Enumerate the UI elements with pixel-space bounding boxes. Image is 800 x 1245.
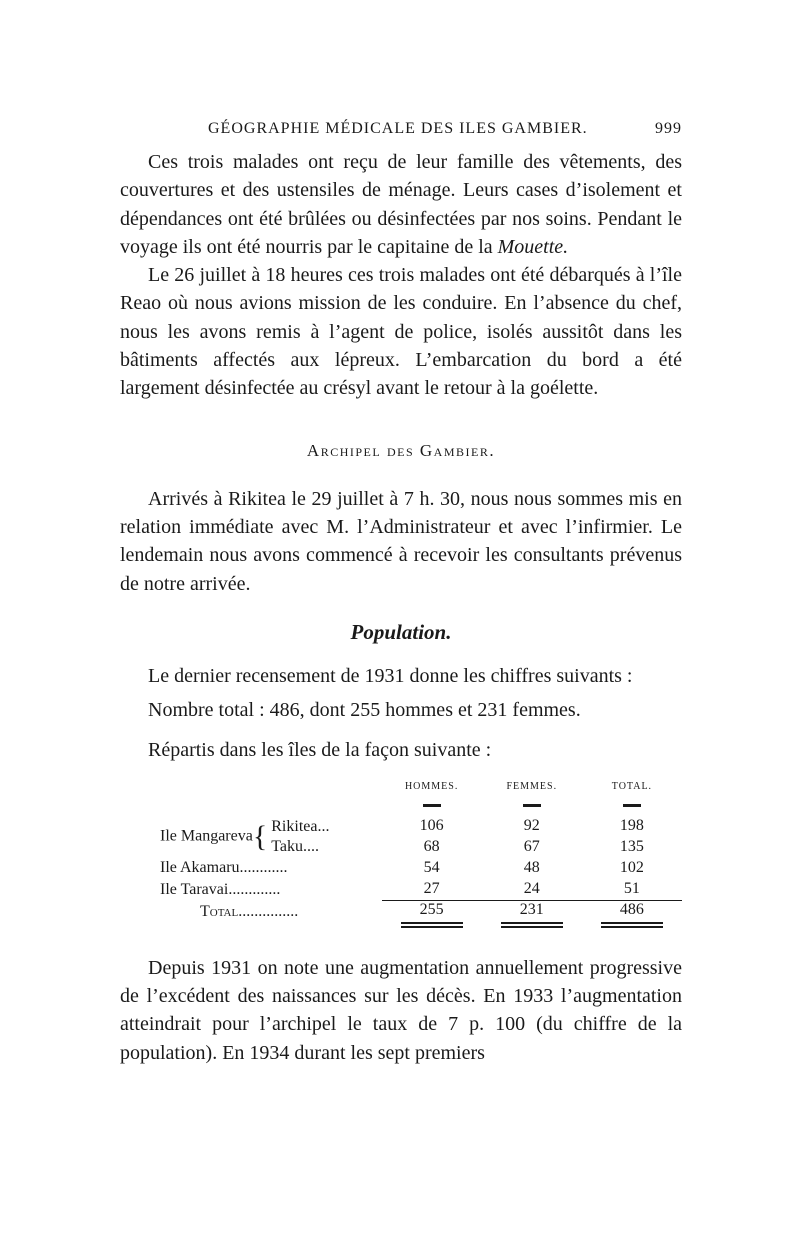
distribution-line: Répartis dans les îles de la façon suivante : (148, 738, 492, 761)
cell-hommes: 106 (419, 817, 444, 835)
row-name: Ile Taravai............. (160, 880, 281, 898)
dash-rule (523, 804, 541, 807)
subsection-heading: Population. (350, 619, 452, 644)
paragraph-1 (120, 148, 682, 261)
cell-hommes: 54 (423, 859, 440, 877)
header-hommes: HOMMES. (404, 781, 459, 793)
paragraph-3: Arrivés à Rikitea le 29 juillet à 7 h. 30, nous nous sommes mis en relation immédiate avec M. l’Administrateur et avec l’infirmier. Le lendemain nous avons commencé à recevoir les consultants prévenus de notre arrivée. (120, 487, 682, 595)
table-header-row (160, 779, 682, 795)
dash-rule (423, 804, 441, 807)
cell-hommes: 68 (423, 838, 440, 856)
row-name: Taku.... (271, 837, 320, 855)
running-header (120, 118, 682, 148)
cell-total: 135 (619, 838, 644, 856)
document-page (120, 118, 682, 1067)
population-table (160, 779, 682, 924)
brace: { (252, 819, 268, 853)
paragraph-2: Le 26 juillet à 18 heures ces trois malades ont été débarqués à l’île Reao où nous avions mission de les conduire. En l’absence du chef, nous les avons remis à l’agent de police, isolés aussitôt dans les bâtiments affectés aux lépreux. L’embarcation du bord a été largement désinfectée au crésyl avant le retour à la goélette. (120, 264, 682, 400)
total-hommes: 255 (419, 900, 444, 918)
cell-femmes: 48 (523, 859, 540, 877)
census-line: Le dernier recensement de 1931 donne les chiffres suivants : (148, 664, 633, 687)
double-rule (601, 922, 663, 924)
cell-total: 51 (623, 880, 640, 898)
section-heading: Archipel des Gambier. (306, 440, 496, 460)
cell-total: 198 (619, 817, 644, 835)
double-rule (501, 922, 563, 924)
paragraph-4: Depuis 1931 on note une augmentation annuellement progressive de l’excédent des naissances sur les décès. En 1933 l’augmentation atteindrait pour l’archipel le taux de 7 p. 100 (du chiffre de la population). En 1934 durant les sept premiers (120, 956, 682, 1064)
double-rule (401, 922, 463, 924)
total-row (160, 900, 682, 924)
group-label: Ile Mangareva (160, 827, 253, 845)
total-line: Nombre total : 486, dont 255 hommes et 231 femmes. (148, 698, 581, 721)
total-label: Total............... (200, 903, 299, 921)
table-row (160, 816, 682, 837)
page-number: 999 (655, 120, 682, 137)
table-dash-row (160, 795, 682, 816)
cell-femmes: 67 (523, 838, 540, 856)
cell-hommes: 27 (423, 880, 440, 898)
header-total: TOTAL. (611, 781, 653, 793)
paragraph-1-text: Ces trois malades ont reçu de leur famille des vêtements, des couvertures et des ustensiles de ménage. Leurs cases d’isolement et dépendances ont été brûlées ou désinfectées par nos soins. Pendant le voyage ils ont été nourris par le capitaine de la (120, 151, 682, 258)
row-name: Ile Akamaru............ (160, 859, 288, 877)
cell-femmes: 92 (523, 817, 540, 835)
table-row (160, 879, 682, 901)
running-title: GÉOGRAPHIE MÉDICALE DES ILES GAMBIER. (208, 120, 588, 137)
cell-femmes: 24 (523, 880, 540, 898)
header-femmes: FEMMES. (506, 781, 558, 793)
table-row (160, 858, 682, 879)
row-name: Rikitea... (271, 817, 330, 835)
total-femmes: 231 (519, 900, 544, 918)
cell-total: 102 (619, 859, 644, 877)
dash-rule (623, 804, 641, 807)
total-total: 486 (619, 900, 644, 918)
ship-name: Mouette. (497, 235, 569, 258)
